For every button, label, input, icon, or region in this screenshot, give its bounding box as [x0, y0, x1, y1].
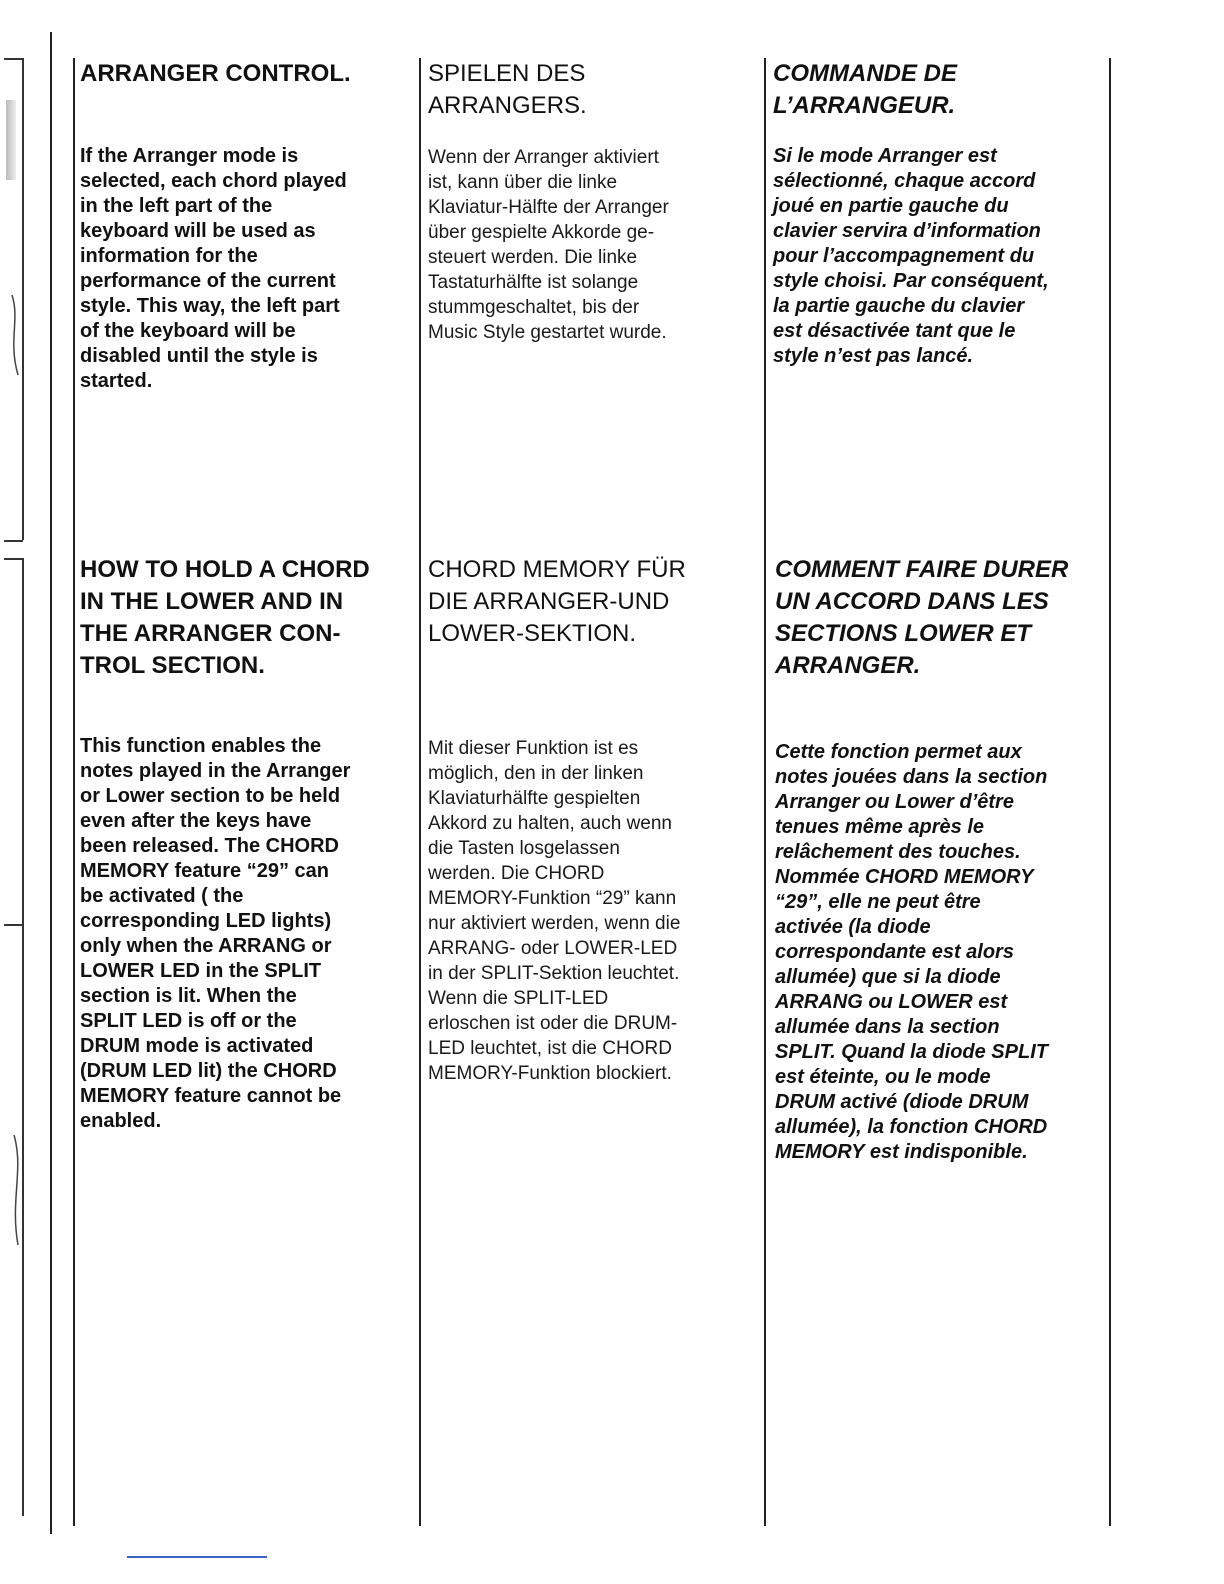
section-heading: SPIELEN DES ARRANGERS. [428, 60, 587, 119]
paragraph: Mit dieser Funktion ist es möglich, den in der linken Klaviaturhälfte gespielten Akkord zu halten, auch wenn die Tasten losgelassen werden. Die CHORD MEMORY-Funktion “29” kann nur aktiviert werden, wenn die ARRANG- oder LOWER-LED in der SPLIT-Sektion leuchtet. Wenn die SPLIT-LED erloschen ist oder die DRUM- LED leuchtet, ist die CHORD MEMORY-Funktion blockiert. [428, 738, 681, 1084]
paragraph: If the Arranger mode is selected, each chord played in the left part of the keyboard will be used as information for the performance of the current style. This way, the left part of the keyboard will be disabled until the style is started. [80, 145, 347, 392]
section-2-en-body [80, 734, 416, 1134]
binding-tick [4, 924, 23, 926]
paragraph: Wenn der Arranger aktiviert ist, kann über die linke Klaviatur-Hälfte der Arranger über gespielte Akkorde ge- steuert werden. Die linke Tastaturhälfte ist solange stummgeschaltet, bis der Music Style gestartet wurde. [428, 147, 669, 343]
scan-smudge [6, 100, 16, 180]
section-1-fr-body [773, 144, 1107, 369]
section-heading: COMMANDE DE L’ARRANGEUR. [773, 60, 957, 119]
section-2-fr-body [775, 740, 1109, 1165]
column-rule-middle [419, 58, 421, 1526]
column-rule-left-outer [50, 32, 52, 1534]
scan-pencil-mark [4, 290, 24, 380]
binding-tick [4, 558, 23, 560]
section-2-de [428, 554, 758, 650]
binding-tick [4, 58, 23, 60]
section-heading: COMMENT FAIRE DURER UN ACCORD DANS LES SECTIONS LOWER ET ARRANGER. [775, 556, 1069, 679]
column-rule-far-right [1109, 58, 1111, 1526]
section-heading: CHORD MEMORY FÜR DIE ARRANGER-UND LOWER-SEKTION. [428, 556, 686, 647]
section-1-de [428, 58, 758, 122]
section-2-de-body [428, 736, 758, 1086]
section-1-en-body [80, 144, 416, 394]
column-rule-left [73, 58, 75, 1526]
section-heading: ARRANGER CONTROL. [80, 60, 351, 87]
column-rule-right [764, 58, 766, 1526]
section-1-de-body [428, 145, 758, 345]
paragraph: Si le mode Arranger est sélectionné, chaque accord joué en partie gauche du clavier servira d’information pour l’accompagnement du style choisi. Par conséquent, la partie gauche du clavier est désactivée tant que le style n’est pas lancé. [773, 145, 1049, 367]
paragraph: Cette fonction permet aux notes jouées dans la section Arranger ou Lower d’être tenues même après le relâchement des touches. Nommée CHORD MEMORY “29”, elle ne peut être activée (la diode correspondante est alors allumée) que si la diode ARRANG ou LOWER est allumée dans la section SPLIT. Quand la diode SPLIT est éteinte, ou le mode DRUM activé (diode DRUM allumée), la fonction CHORD MEMORY est indisponible. [775, 741, 1048, 1163]
section-1-en [80, 58, 416, 90]
section-2-en [80, 554, 418, 682]
scan-pencil-mark [4, 1130, 28, 1250]
binding-edge-line-lower [22, 558, 24, 1516]
section-1-fr [773, 58, 1107, 122]
binding-tick [4, 540, 23, 542]
paragraph: This function enables the notes played in the Arranger or Lower section to be held even after the keys have been released. The CHORD MEMORY feature “29” can be activated ( the corresponding LED lights) only when the ARRANG or LOWER LED in the SPLIT section is lit. When the SPLIT LED is off or the DRUM mode is activated (DRUM LED lit) the CHORD MEMORY feature cannot be enabled. [80, 735, 351, 1132]
section-heading: HOW TO HOLD A CHORD IN THE LOWER AND IN THE ARRANGER CON- TROL SECTION. [80, 556, 370, 679]
bottom-rule [127, 1556, 267, 1558]
section-2-fr [775, 554, 1115, 682]
